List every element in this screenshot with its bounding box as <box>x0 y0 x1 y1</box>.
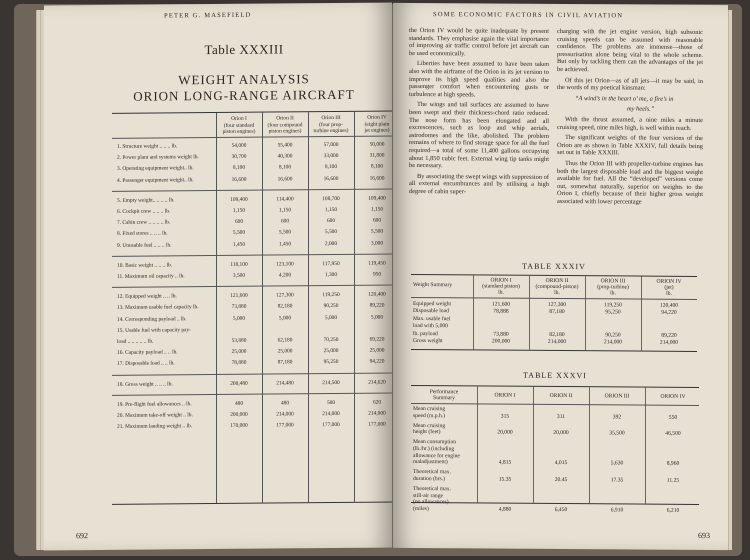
column-header <box>216 116 262 136</box>
cell-value: 5,000 <box>232 315 246 322</box>
cell-value: 6,210 <box>666 507 680 514</box>
column-header <box>308 115 354 135</box>
table-title: WEIGHT ANALYSIS <box>178 71 310 88</box>
cell-value: 108,700 <box>322 195 340 202</box>
cell-value: 214,000 <box>547 338 567 346</box>
cell-value: 177,000 <box>276 422 294 429</box>
row-label: 3. Operating equipment weight.. lb. <box>117 165 194 173</box>
column-header-line: ORION III <box>600 278 626 285</box>
row-label: 21. Maximum landing weight .. lb. <box>117 423 193 431</box>
cell-value: 214,500 <box>322 379 340 386</box>
row-label <box>413 406 445 419</box>
column-header-line: lb. <box>666 291 672 298</box>
group-rule <box>112 392 392 396</box>
cell-value: 8,100 <box>370 163 384 171</box>
row-label <box>413 469 451 482</box>
cell-value: 120,400 <box>659 302 679 309</box>
cell-value: 62,180 <box>277 337 293 344</box>
cell-value: 214,000 <box>659 339 679 346</box>
cell-value: 127,300 <box>547 301 567 309</box>
performance-summary-table <box>411 385 699 514</box>
header-label-line: Summary <box>433 395 455 402</box>
cell-value: 200,000 <box>491 338 511 345</box>
row-label: 1. Structure weight .. .. .. lb. <box>117 143 178 150</box>
cell-value: 119,250 <box>604 302 622 309</box>
column-header-line: ORION IV <box>656 278 682 285</box>
page-edge <box>40 10 44 550</box>
row-label-line: (miles) <box>413 505 429 512</box>
column-header-line: (four compound <box>267 121 303 129</box>
column-header: ORION I <box>494 392 516 399</box>
cell-value: 31,800 <box>369 152 385 159</box>
column-header-line: Orion IV <box>367 114 387 121</box>
cell-value: 950 <box>372 271 382 278</box>
cell-value: 177,000 <box>368 421 386 428</box>
column-header-line: lb. <box>554 290 560 297</box>
row-label: 2. Power plant and systems weight lb. <box>117 154 199 162</box>
column-header-line: piston engines) <box>222 128 256 135</box>
cell-value: 214,000 <box>368 410 386 417</box>
cell-value: 25,000 <box>277 348 293 355</box>
row-label-line: Theoretical max. <box>413 469 451 476</box>
cell-value: 89,220 <box>369 302 385 310</box>
cell-value: 620 <box>372 399 382 406</box>
cell-value: 30,700 <box>231 153 247 161</box>
cell-value: 57,000 <box>323 141 339 149</box>
column-header-line: lb. <box>610 290 616 297</box>
cell-value: 550 <box>668 414 678 421</box>
row-label: Equipped weight <box>413 300 452 308</box>
cell-value: 121,600 <box>491 301 511 308</box>
cell-value: 8,100 <box>278 164 292 171</box>
header-label: Weight Summary <box>413 281 453 289</box>
column-header-line: Orion III <box>321 114 341 122</box>
cell-value: 311 <box>556 413 566 420</box>
cell-value: 54,000 <box>231 142 247 149</box>
cell-value: 5,500 <box>324 229 338 236</box>
cell-value: 214,480 <box>276 379 294 387</box>
row-label-line: allowance for engine <box>413 452 460 459</box>
table-subtitle: ORION LONG-RANGE AIRCRAFT <box>133 86 355 104</box>
page-edge <box>728 10 732 550</box>
cell-value: 119,450 <box>368 260 386 267</box>
cell-value: 94,220 <box>369 358 385 366</box>
column-header-line: (jet) <box>664 284 674 291</box>
row-label: 6. Cockpit crew .. .. .. lb. <box>117 208 171 215</box>
cell-value: 40,300 <box>277 153 293 160</box>
cell-value: 50,000 <box>369 141 385 148</box>
row-label <box>413 439 460 466</box>
cell-value: 16,600 <box>369 175 385 182</box>
cell-value: 90,250 <box>605 331 621 339</box>
cell-value: 95,250 <box>323 359 339 366</box>
cell-value: 121,600 <box>230 292 248 300</box>
row-label <box>413 423 445 436</box>
row-label: 18. Gross weight .. .. .. lb. <box>117 380 173 388</box>
cell-value: 214,000 <box>322 410 340 418</box>
cell-value: 73,880 <box>493 331 509 338</box>
cell-value: 600 <box>372 217 382 224</box>
column-header <box>262 115 308 135</box>
cell-value: 8,100 <box>324 164 338 171</box>
cell-value: 109,400 <box>230 196 248 203</box>
row-label-line: (lb./hr.) (including <box>413 445 455 453</box>
row-label: 12. Equipped weight .. .. lb. <box>117 293 177 301</box>
cell-value: 25,000 <box>369 347 385 354</box>
row-label-line: Mean cruising <box>413 422 446 429</box>
cell-value: 20.45 <box>554 476 568 483</box>
quote-line: “A wind’s in the heart o’ me, a fire’s in <box>575 94 674 103</box>
column-header <box>473 277 529 296</box>
cell-value: 480 <box>234 400 244 407</box>
row-label-line: Theoretical max. <box>413 485 451 493</box>
row-label: Max. usable fuel <box>413 315 451 323</box>
cell-value: 1,300 <box>324 271 338 279</box>
cell-value: 392 <box>612 413 622 421</box>
cell-value: 78,880 <box>231 360 247 367</box>
cell-value: 5,500 <box>232 230 246 237</box>
cell-value: 600 <box>280 218 290 225</box>
paragraph: the Orion IV would be quite inadequate by present standards. They emphasise again the vital importance of improving air traffic control before jet aircraft can be used economically. <box>409 26 549 58</box>
book-spread <box>14 4 742 556</box>
row-label-line: Mean cruising <box>413 405 446 413</box>
cell-value: 3,000 <box>370 240 384 247</box>
row-label: 4. Passenger equipment weight.. lb. <box>117 176 194 184</box>
cell-value: 82,180 <box>549 331 565 338</box>
row-label: lb. payload <box>413 330 438 337</box>
cell-value: 119,250 <box>322 292 340 299</box>
cell-value: 16,600 <box>231 176 247 183</box>
column-header-line: Orion II <box>276 115 294 122</box>
cell-value: 123,100 <box>276 261 294 268</box>
row-label: 13. Maximum usable fuel capacity lb. <box>117 304 199 312</box>
group-rule <box>112 285 392 289</box>
paragraph: With the thrust assumed, a nine miles a minute cruising speed, nine miles high, is well within reach. <box>557 115 703 132</box>
group-rule <box>112 372 392 376</box>
quote-line: my heels.” <box>627 105 655 113</box>
column-header-line: turbine engines) <box>313 127 349 135</box>
cell-value: 25,000 <box>231 348 247 356</box>
cell-value: 1,150 <box>324 206 338 214</box>
cell-value: 315 <box>500 413 510 420</box>
row-label: 16. Capacity payload .. .. lb. <box>117 349 178 357</box>
row-label: 19. Pre-flight fuel allowances .. lb. <box>117 401 192 408</box>
row-label: Disposable load <box>413 308 449 315</box>
cell-value: 87,180 <box>277 359 293 366</box>
column-header <box>585 278 641 297</box>
cell-value: 90,250 <box>323 303 339 310</box>
cell-value: 33,000 <box>323 153 339 160</box>
cell-value: 114,400 <box>276 196 294 203</box>
row-label-line: maladjustment) <box>413 459 448 466</box>
row-label: 9. Unusable fuel .. .. .. lb. <box>117 241 172 249</box>
cell-value: 127,300 <box>276 292 294 299</box>
row-label: 14. Corresponding payload .. lb. <box>117 315 187 323</box>
cell-value: 82,180 <box>277 303 293 310</box>
column-header <box>641 279 697 298</box>
column-header-line: ORION I <box>490 277 512 284</box>
cell-value: 600 <box>326 218 336 225</box>
column-header-line: (four standard <box>223 122 255 129</box>
body-column-2 <box>557 28 703 209</box>
row-label-line: (no allowances) <box>413 499 449 506</box>
paragraph: The significant weights of the four versions of the Orion are as shown in Table XXXIV, full details being set out in Table XXXIII. <box>557 134 703 157</box>
cell-value: 70,250 <box>323 336 339 344</box>
row-label-line: height (feet) <box>413 429 441 436</box>
cell-value: 5,630 <box>610 460 624 467</box>
cell-value: 5,000 <box>324 314 338 321</box>
cell-value: 55,400 <box>277 142 293 149</box>
cell-value: 16,600 <box>323 175 339 182</box>
row-label: 5. Empty weight.. .. .. .. lb. <box>117 197 175 204</box>
cell-value: 3,500 <box>232 272 246 279</box>
cell-value: 25,000 <box>323 348 339 355</box>
cell-value: 5,500 <box>370 228 384 236</box>
cell-value: 8,100 <box>232 165 246 172</box>
header-rule <box>411 297 697 300</box>
left-page <box>44 2 392 550</box>
cell-value: 78,888 <box>493 308 509 316</box>
cell-value: 6,450 <box>554 506 568 513</box>
cell-value: 20,000 <box>497 429 513 436</box>
cell-value: 4,880 <box>498 506 512 513</box>
column-header-line: jet engines) <box>364 127 390 134</box>
cell-value: 5,000 <box>278 314 292 322</box>
cell-value: 6,910 <box>610 507 624 514</box>
cell-value: 117,950 <box>322 260 340 267</box>
row-label: Gross weight <box>413 337 443 345</box>
column-header: ORION II <box>549 392 573 400</box>
row-label: 15. Usable fuel with capacity pay- <box>117 327 191 334</box>
group-rule <box>112 188 392 192</box>
cell-value: 87,180 <box>549 309 565 316</box>
header-label-line: Performance <box>429 389 459 396</box>
header-rule <box>112 135 392 139</box>
cell-value: 69,220 <box>369 336 385 343</box>
cell-value: 1,150 <box>278 207 292 214</box>
cell-value: 214,000 <box>603 339 623 346</box>
row-label: 8. Fixed stores .. .. .. lb. <box>117 230 168 238</box>
paragraph: Of this jet Orion—as of all jets—it may be said, in the words of my poetical kinsman: <box>557 76 703 92</box>
column-header: ORION IV <box>660 393 686 400</box>
column-header <box>529 278 585 297</box>
cell-value: 4,815 <box>498 459 512 466</box>
row-label-line: Mean consumption <box>413 439 457 446</box>
cell-value: 214,620 <box>368 379 386 386</box>
paragraph: The wings and tail surfaces are assumed to have been swept and their thickness-chord ratio reduced. The nose form has been elongated and all excrescences, such as loop and whip aerials, astrodomes and the like, abolished. The problem remains of where to find storage space for all the fuel required—a total of some 11,400 gallons occupying about 1,850 cubic feet. External wing tip tanks might be necessary. <box>409 101 549 170</box>
row-label: 7. Cabin crew .. .. .. .. lb. <box>117 219 171 227</box>
paragraph: By associating the swept wings with suppression of all external encumbrances and by utilising a high degree of cabin super- <box>409 172 549 196</box>
row-label: load with 5,000 <box>413 323 448 330</box>
cell-value: 200,480 <box>230 380 248 387</box>
cell-value: 53,880 <box>231 337 247 344</box>
left-page-number: 692 <box>76 531 88 541</box>
cell-value: 1,450 <box>232 241 246 248</box>
paragraph: Liberties have been assumed to have been taken also with the airframe of the Orion in its jet version to improve its high speed qualities and also the passenger comfort when encountering gusts or turbulence at high speeds. <box>409 60 549 99</box>
cell-value: 46,500 <box>665 431 681 438</box>
cell-value: 118,100 <box>230 261 248 268</box>
column-header-line: (eight plain <box>364 121 390 128</box>
cell-value: 1,450 <box>278 240 292 248</box>
cell-value: 5,000 <box>370 314 384 321</box>
cell-value: 15.35 <box>498 476 512 483</box>
column-header <box>354 114 392 134</box>
cell-value: 170,000 <box>230 422 248 430</box>
cell-value: 16,600 <box>277 175 293 183</box>
cell-value: 95,250 <box>605 309 621 316</box>
cell-value: 11.25 <box>666 477 680 484</box>
column-header-line: (four prop- <box>319 121 343 128</box>
cell-value: 4,015 <box>554 460 568 467</box>
body-column-1 <box>409 27 549 199</box>
cell-value: 600 <box>234 218 244 226</box>
row-label: 17. Disposable load .. .. lb. <box>117 360 175 368</box>
paragraph: charging with the jet engine version, high subsonic cruising speeds can be assumed with reasonable confidence. The problems are immense—those of pressurisation alone being vital to the whole scheme. But only by tackling them can the advantages of the jet be achieved. <box>557 27 703 74</box>
cell-value: 1,150 <box>370 206 384 213</box>
cell-value: 17.35 <box>610 477 624 484</box>
group-rule <box>112 253 392 257</box>
cell-value: 8,960 <box>666 460 680 468</box>
table-label: Table XXXIII <box>204 41 284 58</box>
column-header-line: lb. <box>498 289 504 297</box>
right-running-head: SOME ECONOMIC FACTORS IN CIVIL AVIATION <box>433 11 624 20</box>
paragraph: Thus the Orion III with propeller-turbine engines has both the largest disposable load and the biggest weight available for fuel. All the “developed” versions come out, somewhat naturally, superior on weights to the Orion I, chiefly because of their higher gross weight associated with lower percentage <box>557 159 703 206</box>
row-label-line: speed (m.p.h.) <box>413 412 446 419</box>
left-running-head: PETER G. MASEFIELD <box>164 11 252 20</box>
cell-value: 89,220 <box>661 332 677 339</box>
column-header-line: Orion I <box>231 115 247 122</box>
cell-value: 200,000 <box>230 411 248 418</box>
column-header-line: piston engines) <box>268 128 302 135</box>
cell-value: 1,150 <box>232 207 246 214</box>
row-label: 10. Basic weight .. .. .. lb. <box>117 262 173 269</box>
column-header: ORION III <box>604 393 630 400</box>
table34-caption: TABLE XXXIV <box>522 261 586 272</box>
cell-value: 2,000 <box>324 240 338 247</box>
cell-value: 73,880 <box>231 304 247 311</box>
header-label <box>411 389 477 402</box>
row-label-line: duration (hrs.) <box>413 475 446 483</box>
cell-value: 94,220 <box>661 310 677 317</box>
row-label: load .. .. .. .. .. lb. <box>117 338 154 345</box>
column-header-line: (prop-turbine) <box>597 284 629 291</box>
right-page-number: 693 <box>698 530 710 541</box>
cell-value: 500 <box>326 399 336 406</box>
cell-value: 480 <box>280 400 290 407</box>
row-label: 20. Maximum take-off weight .. lb. <box>117 412 193 419</box>
cell-value: 20,000 <box>553 430 569 437</box>
cell-value: 177,000 <box>322 422 340 429</box>
weight-summary-table <box>411 274 697 352</box>
row-label: 11. Maximum oil capacity .. lb. <box>117 273 185 280</box>
header-rule <box>411 403 699 406</box>
column-header-line: ORION II <box>545 277 569 285</box>
cell-value: 109,400 <box>368 195 386 202</box>
row-label <box>413 486 451 513</box>
row-label-line: still-air range <box>413 492 443 499</box>
cell-value: 214,000 <box>276 411 294 418</box>
cell-value: 35,500 <box>609 430 625 437</box>
table36-caption: TABLE XXXVI <box>523 370 587 381</box>
weight-analysis-table <box>112 110 392 505</box>
column-header-line: (standard piston) <box>482 283 520 290</box>
right-page <box>393 3 728 550</box>
cell-value: 120,400 <box>368 291 386 298</box>
column-header-line: (compound-piston) <box>535 284 579 291</box>
cell-value: 5,500 <box>278 229 292 236</box>
cell-value: 4,200 <box>278 272 292 279</box>
